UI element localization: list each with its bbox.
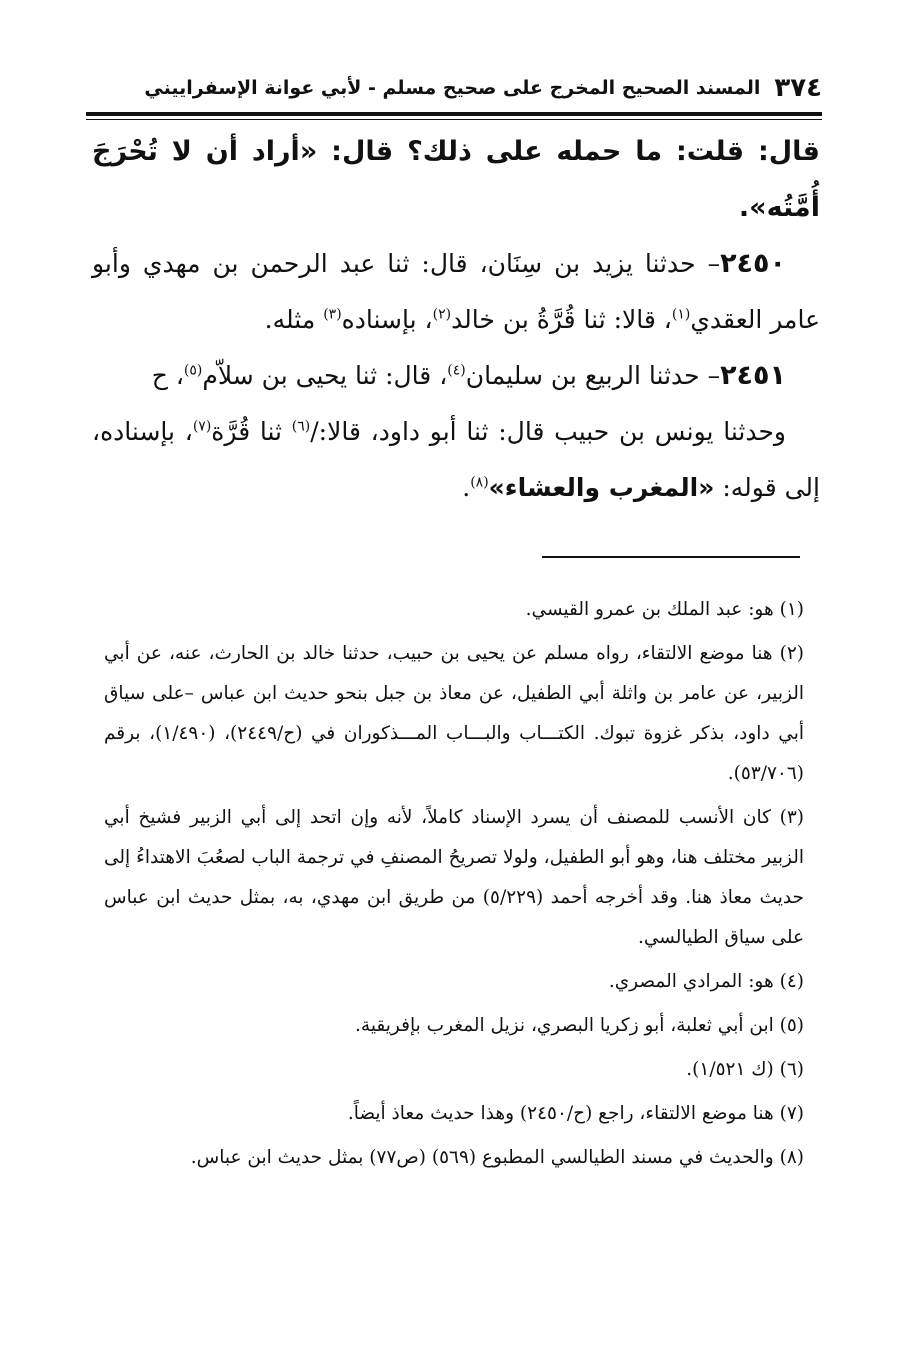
footnote-ref: (٦): [291, 418, 311, 435]
hadith-text: ، ح: [151, 361, 184, 390]
footnote-2: (٢) هنا موضع الالتقاء، رواه مسلم عن يحيى بن حبيب، حدثنا خالد بن الحارث، عنه، عن أبي الزبير، عن عامر بن واثلة أبي الطفيل، عن معاذ بن جبل بنحو حديث ابن عباس –على سياق أبي داود، بذكر غزوة تبوك. الكتـــاب والبـــاب المـــذكوران في (ح/٢٤٤٩)، (١/٤٩٠)، برقم (٥٣/٧٠٦).: [104, 643, 804, 784]
hadith-2450: [92, 236, 820, 348]
hadith-text: .: [462, 473, 471, 502]
hadith-number: ٢٤٥١: [720, 360, 786, 391]
hadith-number: ٢٤٥٠: [720, 248, 786, 279]
hadith-text: مثله.: [264, 305, 324, 334]
main-text: [92, 124, 820, 516]
hadith-text: – حدثنا الربيع بن سليمان: [465, 361, 721, 390]
header-rule-thin: [86, 119, 822, 120]
p1-quote: «أراد أن لا تُحْرَجَ أُمَّتُه».: [92, 136, 820, 223]
footnote-4: (٤) هو: المرادي المصري.: [608, 971, 804, 992]
book-title: المسند الصحيح المخرج على صحيح مسلم - لأبي عوانة الإسفراييني: [144, 77, 761, 99]
footnote-3: (٣) كان الأنسب للمصنف أن يسرد الإسناد كاملاً، لأنه وإن اتحد إلى أبي الزبير فشيخ أبي الزبير مختلف هنا، وهو أبو الطفيل، ولولا تصريحُ المصنفِ في ترجمة الباب لصعُبَ الاهتداءُ إلى حديث معاذ هنا. وقد أخرجه أحمد (٥/٢٢٩) من طريق ابن مهدي، به، بمثل حديث ابن عباس على سياق الطيالسي.: [104, 807, 804, 948]
hadith-text: – حدثنا يزيد بن سِنَان، قال: ثنا عبد الرحمن بن مهدي وأبو عامر العقدي: [92, 249, 820, 334]
hadith-2451-cont: [92, 404, 820, 516]
paragraph-1: [92, 124, 820, 236]
footnote-ref: (٧): [192, 418, 212, 435]
footnote-ref: (٤): [447, 362, 466, 379]
footnote-6: (٦) (ك ١/٥٢١).: [686, 1059, 804, 1080]
running-header: [100, 70, 822, 106]
footnote-separator: [542, 556, 800, 558]
footnote-ref: (١): [671, 306, 691, 323]
footnote-ref: (٣): [323, 306, 342, 323]
hadith-2451: [92, 348, 820, 404]
p1-lead: قال: قلت: ما حمله على ذلك؟ قال:: [331, 136, 820, 167]
footnote-7: (٧) هنا موضع الالتقاء، راجع (ح/٢٤٥٠) وهذا حديث معاذ أيضاً.: [347, 1103, 804, 1124]
page-number: ٣٧٤: [774, 73, 822, 103]
footnote-ref: (٨): [470, 474, 489, 491]
hadith-text: ، بإسناده: [341, 305, 433, 334]
footnote-5: (٥) ابن أبي ثعلبة، أبو زكريا البصري، نزيل المغرب بإفريقية.: [355, 1015, 804, 1036]
hadith-text: ، بإسناده، إلى قوله:: [92, 417, 820, 502]
footnote-1: (١) هو: عبد الملك بن عمرو القيسي.: [525, 599, 804, 620]
hadith-text: ، قال: ثنا يحيى بن سلاّم: [202, 361, 448, 390]
footnote-ref: (٢): [432, 306, 452, 323]
hadith-text: ، قالا: ثنا قُرَّةُ بن خالد: [451, 305, 672, 334]
footnotes: [104, 590, 804, 1182]
footnote-8: (٨) والحديث في مسند الطيالسي المطبوع (٥٦٩) (ص٧٧) بمثل حديث ابن عباس.: [190, 1147, 804, 1168]
hadith-quote: «المغرب والعشاء»: [488, 473, 715, 502]
footnote-ref: (٥): [183, 362, 203, 379]
header-rule-thick: [86, 112, 822, 116]
hadith-text: ثنا قُرَّة: [211, 417, 292, 446]
hadith-text: وحدثنا يونس بن حبيب قال: ثنا أبو داود، قالا:/: [310, 417, 787, 446]
